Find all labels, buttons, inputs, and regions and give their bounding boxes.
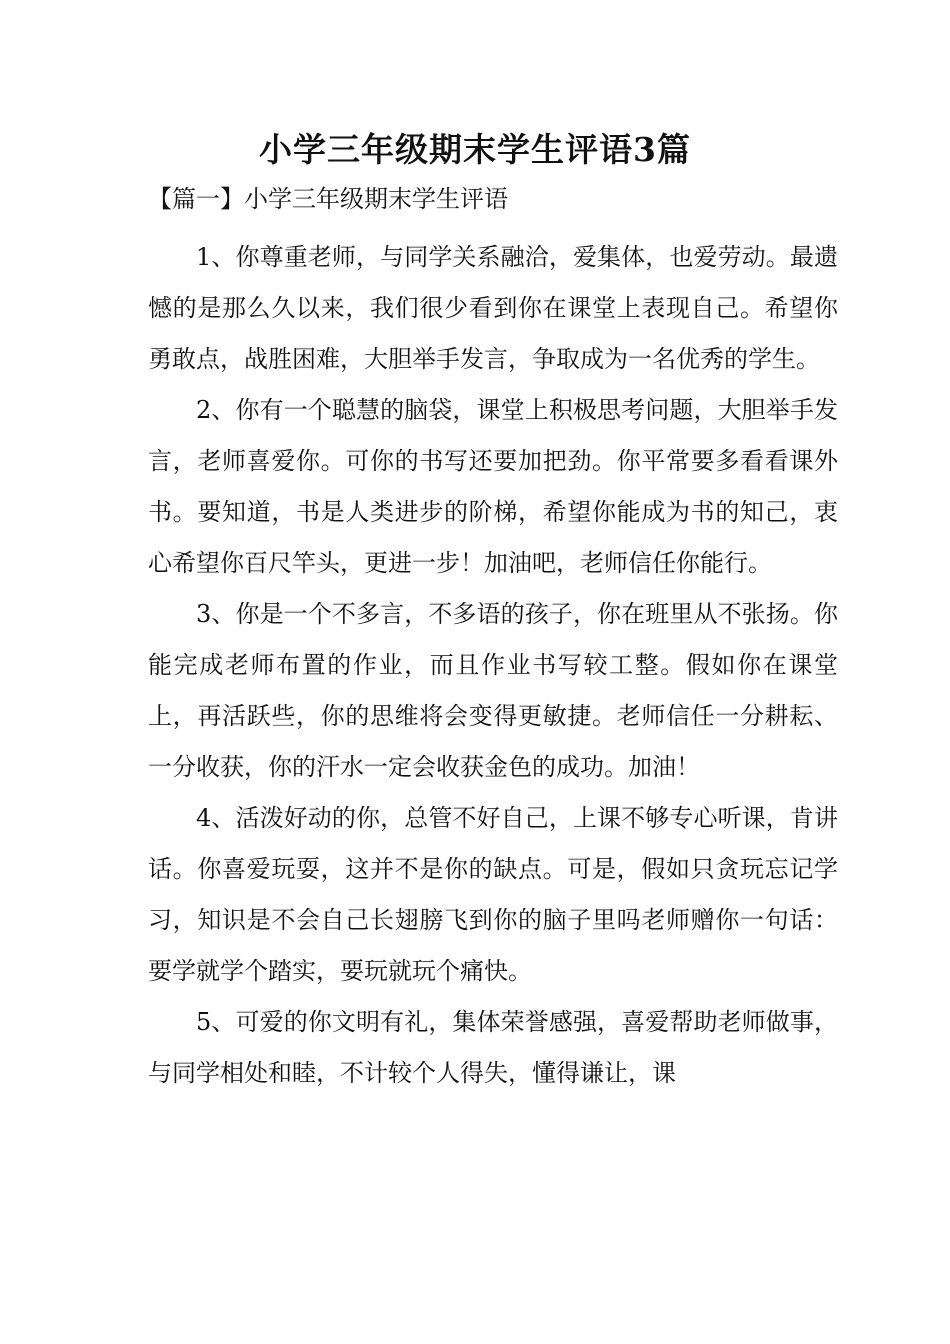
document-title: 小学三年级期末学生评语3篇 bbox=[259, 130, 691, 169]
paragraph-5: 5、可爱的你文明有礼，集体荣誉感强，喜爱帮助老师做事，与同学相处和睦，不计较个人得失，懂得谦让，课 bbox=[148, 1008, 838, 1087]
paragraph-2: 2、你有一个聪慧的脑袋，课堂上积极思考问题，大胆举手发言，老师喜爱你。可你的书写还要加把劲。你平常要多看看课外书。要知道，书是人类进步的阶梯，希望你能成为书的知己，衷心希望你百尺竿头，更进一步！加油吧，老师信任你能行。 bbox=[148, 396, 838, 577]
document-body bbox=[148, 232, 838, 1099]
paragraph-3: 3、你是一个不多言，不多语的孩子，你在班里从不张扬。你能完成老师布置的作业，而且作业书写较工整。假如你在课堂上，再活跃些，你的思维将会变得更敏捷。老师信任一分耕耘、一分收获，你的汗水一定会收获金色的成功。加油！ bbox=[148, 600, 838, 781]
paragraph-1: 1、你尊重老师，与同学关系融洽，爱集体，也爱劳动。最遗憾的是那么久以来，我们很少看到你在课堂上表现自己。希望你勇敢点，战胜困难，大胆举手发言，争取成为一名优秀的学生。 bbox=[148, 243, 838, 373]
paragraph-4: 4、活泼好动的你，总管不好自己，上课不够专心听课，肯讲话。你喜爱玩耍，这并不是你的缺点。可是，假如只贪玩忘记学习，知识是不会自己长翅膀飞到你的脑子里吗老师赠你一句话：要学就学个踏实，要玩就玩个痛快。 bbox=[148, 804, 838, 985]
section-heading: 【篇一】小学三年级期末学生评语 bbox=[148, 185, 508, 213]
